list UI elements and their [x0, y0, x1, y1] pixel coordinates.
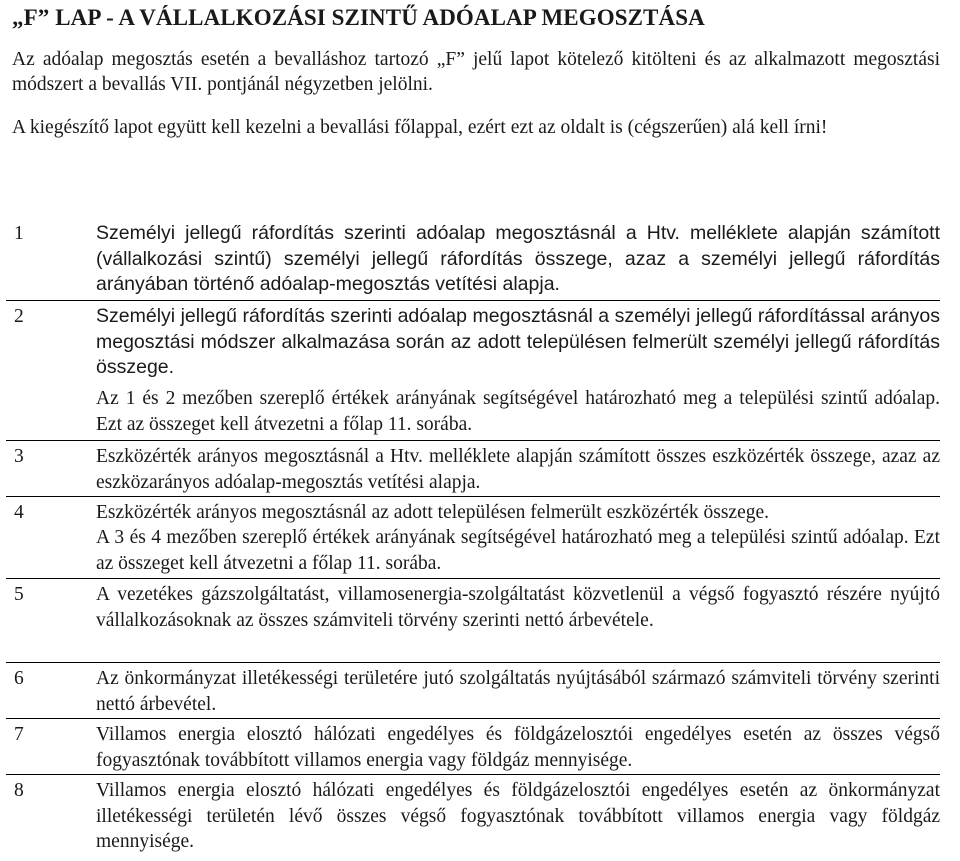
row-text: Személyi jellegű ráfordítás szerinti adóalap megosztásnál a Htv. melléklete alapján számított (vállalkozási szintű) személyi jellegű ráfordítás összege, azaz a személyi jellegű ráfordítás arányában történő adóalap-megosztás vetítési alapja. [96, 222, 940, 295]
row-text: Villamos energia elosztó hálózati engedélyes és földgázelosztói engedélyes esetén az önkormányzat illetékességi területén lévő összes végső fogyasztónak továbbított villamos energia vagy földgáz mennyisége. [96, 780, 940, 852]
page-title: „F” LAP - A VÁLLALKOZÁSI SZINTŰ ADÓALAP MEGOSZTÁSA [12, 5, 705, 30]
row-number: 5 [14, 584, 24, 605]
row-number: 2 [14, 306, 24, 327]
row-number: 1 [14, 223, 24, 244]
table-row-6 [6, 662, 940, 719]
row-number: 6 [14, 668, 24, 689]
row-number: 7 [14, 724, 24, 745]
row-text: Az önkormányzat illetékességi területére jutó szolgáltatás nyújtásából származó számviteli törvény szerinti nettó árbevétel. [96, 668, 940, 715]
row-text: Villamos energia elosztó hálózati engedélyes és földgázelosztói engedélyes esetén az összes végső fogyasztónak továbbított villamos energia vagy földgáz mennyisége. [96, 724, 940, 771]
table-row-1 [6, 218, 940, 300]
intro-paragraph-1: Az adóalap megosztás esetén a bevalláshoz tartozó „F” jelű lapot kötelező kitölteni és az alkalmazott megosztási módszert a bevallás VII. pontjánál négyzetben jelölni. [12, 49, 940, 95]
table-row-7 [6, 718, 940, 775]
intro-paragraph-2: A kiegészítő lapot együtt kell kezelni a bevallási főlappal, ezért ezt az oldalt is (cégszerűen) alá kell írni! [12, 117, 828, 138]
row-number: 4 [14, 502, 24, 523]
row-number: 3 [14, 446, 24, 467]
row-number: 8 [14, 780, 24, 801]
note-after-row-4: A 3 és 4 mezőben szereplő értékek arányának segítségével határozható meg a települési szintű adóalap. Ezt az összeget kell átvezetni a főlap 11. sorába. [96, 527, 940, 574]
table-row-2 [6, 300, 940, 385]
note-after-row-2: Az 1 és 2 mezőben szereplő értékek arányának segítségével határozható meg a települési szintű adóalap. Ezt az összeget kell átvezetni a főlap 11. sorába. [96, 388, 940, 435]
row-text: Személyi jellegű ráfordítás szerinti adóalap megosztásnál a személyi jellegű ráfordítással arányos megosztási módszer alkalmazása során az adott településen felmerült személyi jellegű ráfordítás összege. [96, 305, 940, 378]
table-row-5 [6, 578, 940, 663]
table-row-3 [6, 440, 940, 497]
row-text: Eszközérték arányos megosztásnál a Htv. melléklete alapján számított összes eszközérték összege, azaz az eszközarányos adóalap-megosztás vetítési alapja. [96, 446, 940, 493]
row-text: A vezetékes gázszolgáltatást, villamosenergia-szolgáltatást közvetlenül a végső fogyasztó részére nyújtó vállalkozásoknak az összes számviteli törvény szerinti nettó árbevétele. [96, 584, 940, 631]
table-row-4 [6, 496, 940, 525]
table-row-8 [6, 774, 940, 861]
row-text: Eszközérték arányos megosztásnál az adott településen felmerült eszközérték összege. [96, 502, 769, 523]
